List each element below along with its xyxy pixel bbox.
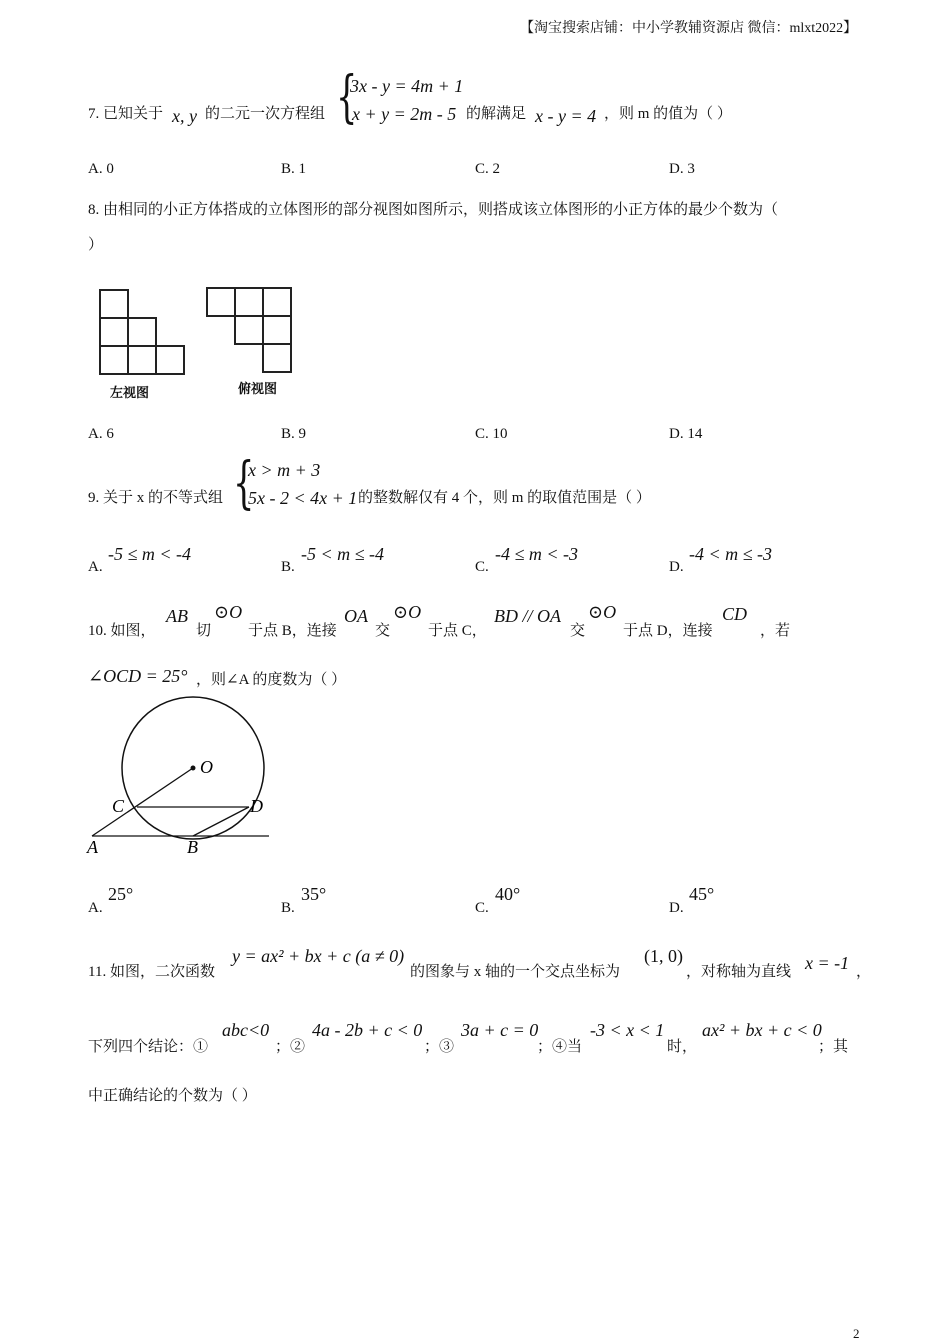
q7-brace: { <box>336 65 358 130</box>
q7-option-a: A. 0 <box>88 161 114 177</box>
q11-c4: -3 < x < 1 <box>590 1020 665 1040</box>
q7-option-d: D. 3 <box>669 161 695 177</box>
q9-option-d-expr: -4 < m ≤ -3 <box>689 544 773 564</box>
q9-brace: { <box>233 451 255 516</box>
q10-option-a-expr: 25° <box>108 884 134 904</box>
top-view-label: 俯视图 <box>238 382 278 397</box>
q11-line3: 中正确结论的个数为（ ） <box>88 1088 257 1104</box>
top-view-cell <box>235 316 263 344</box>
label-b: B <box>187 837 198 857</box>
q11-l2b: ；② <box>275 1039 306 1055</box>
label-o: O <box>200 757 213 777</box>
q10-t6: 交 <box>570 623 586 639</box>
top-view-grid <box>207 288 291 372</box>
top-view-cell <box>263 344 291 372</box>
q8-option-d: D. 14 <box>669 426 703 442</box>
q9-option-c-letter: C. <box>475 559 489 575</box>
q10-BD-parallel-OA: BD // OA <box>494 606 561 626</box>
q11-c3: 3a + c = 0 <box>461 1020 539 1040</box>
top-view-cell <box>207 288 235 316</box>
q7-eq1: 3x - y = 4m + 1 <box>350 76 464 96</box>
line-oa <box>92 768 193 836</box>
left-view-grid <box>100 290 184 374</box>
label-a: A <box>87 837 98 857</box>
q9-suffix: 的整数解仅有 4 个，则 m 的取值范围是（ ） <box>358 490 651 506</box>
q11-l2d: ；④当 <box>537 1039 583 1055</box>
q10-t1: 10. 如图， <box>88 623 156 639</box>
q10-OA: OA <box>344 606 368 626</box>
top-view-cell <box>263 288 291 316</box>
q9-option-b-letter: B. <box>281 559 295 575</box>
q10-t4: 交 <box>375 623 391 639</box>
q7-option-c: C. 2 <box>475 161 501 177</box>
q10-option-a-letter: A. <box>88 900 103 916</box>
q10-t9: ，则∠A 的度数为（ ） <box>196 672 347 688</box>
left-view-cell <box>100 318 128 346</box>
label-c: C <box>112 796 125 816</box>
page-number: 2 <box>853 1326 860 1341</box>
q7-option-b: B. 1 <box>281 161 307 177</box>
q11-l2c: ；③ <box>424 1039 455 1055</box>
q9-option-a-letter: A. <box>88 559 103 575</box>
q9-option-a-expr: -5 ≤ m < -4 <box>108 544 192 564</box>
q7-cond: x - y = 4 <box>535 106 597 126</box>
q7-prefix: 7. 已知关于 <box>88 106 164 122</box>
q10-option-b-letter: B. <box>281 900 295 916</box>
q10-option-d-letter: D. <box>669 900 684 916</box>
q10-t8: ，若 <box>760 623 791 639</box>
q7-suffix: ，则 m 的值为（ ） <box>604 106 732 122</box>
q11-t2: 的图象与 x 轴的一个交点坐标为 <box>410 964 621 980</box>
q11-t3: ，对称轴为直线 <box>686 964 792 980</box>
q8-option-a: A. 6 <box>88 426 114 442</box>
q11-l2e: 时， <box>667 1039 698 1055</box>
q10-t5: 于点 C， <box>428 623 487 639</box>
center-dot <box>191 766 196 771</box>
q10-option-d-expr: 45° <box>689 884 715 904</box>
header-banner: 【淘宝搜索店铺：中小学教辅资源店 微信：mlxt2022】 <box>520 21 858 36</box>
q9-option-b-expr: -5 < m ≤ -4 <box>301 544 385 564</box>
q10-circ-o-3: ⊙O <box>588 602 617 622</box>
q10-AB: AB <box>166 606 188 626</box>
q11-l2f: ；其 <box>818 1039 849 1055</box>
q7-mid: 的二元一次方程组 <box>205 106 326 122</box>
left-view-cell <box>156 346 184 374</box>
q11-axis: x = -1 <box>805 953 850 973</box>
q9-prefix: 9. 关于 x 的不等式组 <box>88 490 224 506</box>
q10-circle-figure <box>80 692 280 862</box>
left-view-cell <box>100 346 128 374</box>
q10-option-c-letter: C. <box>475 900 489 916</box>
q10-circ-o-2: ⊙O <box>393 602 422 622</box>
q10-t3: 于点 B，连接 <box>248 623 337 639</box>
top-view-cell <box>235 288 263 316</box>
q7-sol-text: 的解满足 <box>466 106 527 122</box>
q7-eq2: x + y = 2m - 5 <box>352 104 457 124</box>
q11-t4: ， <box>856 964 872 980</box>
q9-ineq2: 5x - 2 < 4x + 1 <box>248 488 358 508</box>
left-view-cell <box>128 346 156 374</box>
left-view-cell <box>128 318 156 346</box>
q11-c2: 4a - 2b + c < 0 <box>312 1020 423 1040</box>
left-view-cell <box>100 290 128 318</box>
q7-vars: x, y <box>172 106 197 126</box>
q9-ineq1: x > m + 3 <box>248 460 321 480</box>
q11-func: y = ax² + bx + c (a ≠ 0) <box>232 946 405 966</box>
q11-t1: 11. 如图，二次函数 <box>88 964 215 980</box>
q10-angle: ∠OCD = 25° <box>88 666 188 686</box>
q8-option-c: C. 10 <box>475 426 508 442</box>
q11-l2a: 下列四个结论：① <box>88 1039 209 1055</box>
left-view-label: 左视图 <box>110 386 150 401</box>
q11-c5: ax² + bx + c < 0 <box>702 1020 822 1040</box>
q9-option-d-letter: D. <box>669 559 684 575</box>
q9-option-c-expr: -4 ≤ m < -3 <box>495 544 579 564</box>
top-view-cell <box>263 316 291 344</box>
q10-option-b-expr: 35° <box>301 884 327 904</box>
q10-option-c-expr: 40° <box>495 884 521 904</box>
q10-t7: 于点 D，连接 <box>623 623 713 639</box>
q10-t2: 切 <box>196 623 212 639</box>
q10-circ-o-1: ⊙O <box>214 602 243 622</box>
q8-line1: 8. 由相同的小正方体搭成的立体图形的部分视图如图所示，则搭成该立体图形的小正方体的最少个数为（ <box>88 202 779 218</box>
q10-CD: CD <box>722 604 748 624</box>
q8-option-b: B. 9 <box>281 426 307 442</box>
q11-c1: abc<0 <box>222 1020 270 1040</box>
label-d: D <box>250 796 263 816</box>
q8-line2: ） <box>88 237 104 253</box>
q11-point: (1, 0) <box>644 946 683 966</box>
